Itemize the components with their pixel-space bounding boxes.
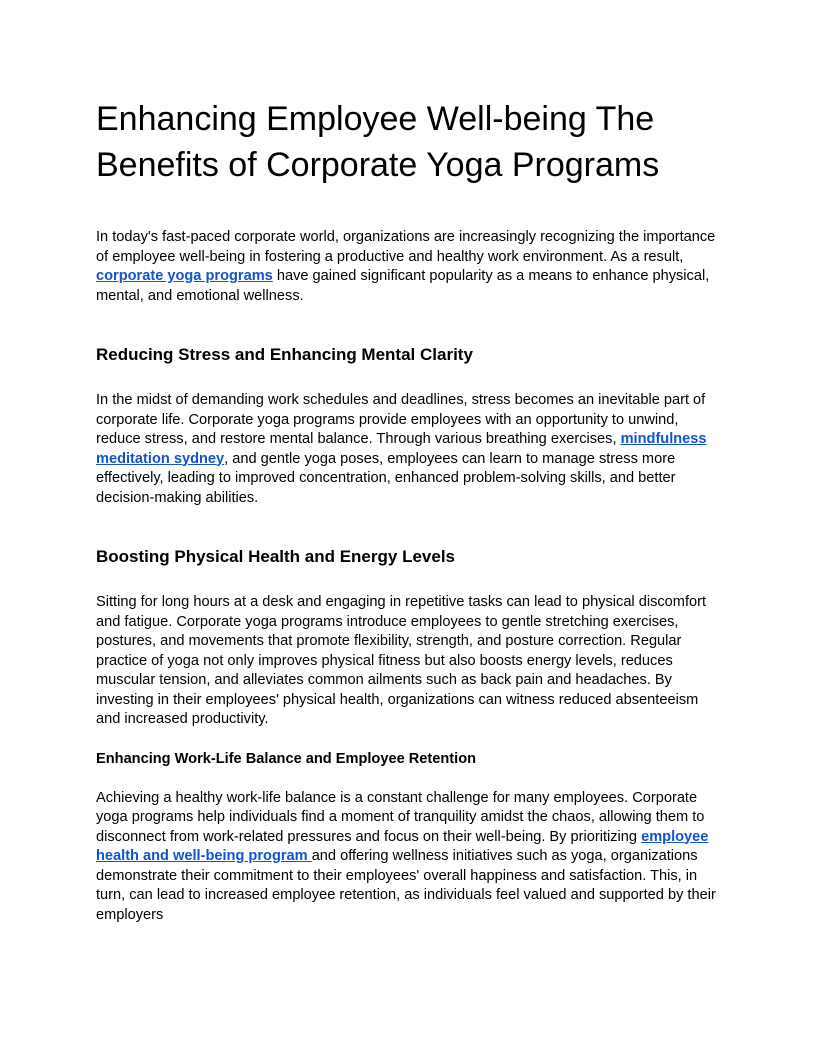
balance-paragraph [96,789,724,926]
intro-text-end: have gained significant popularity as a means to enhance physical, mental, and emotional wellness. [96,268,710,304]
page-title: Enhancing Employee Well-being The Benefits of Corporate Yoga Programs [96,100,660,184]
corporate-yoga-programs-link[interactable]: corporate yoga programs [96,268,273,284]
section-heading-stress: Reducing Stress and Enhancing Mental Clarity [96,345,473,364]
stress-paragraph [96,391,724,508]
section-heading-balance: Enhancing Work-Life Balance and Employee Retention [96,750,477,767]
mindfulness-meditation-link[interactable]: mindfulness meditation sydney [96,431,707,467]
physical-paragraph: Sitting for long hours at a desk and engaging in repetitive tasks can lead to physical discomfort and fatigue. Corporate yoga programs introduce employees to gentle stretching exercises, postures, and movements that promote flexibility, strength, and posture correction. Regular practice of yoga not only improves physical fitness but also boosts energy levels, reduces muscular tension, and alleviates common ailments such as back pain and headaches. By investing in their employees' physical health, organizations can witness reduced absenteeism and increased productivity. [96,594,707,727]
intro-text-start: In today's fast-paced corporate world, organizations are increasingly recognizing the importance of employee well-being in fostering a productive and healthy work environment. As a result, [96,229,716,265]
employee-wellbeing-program-link[interactable]: employee health and well-being program [96,828,709,864]
balance-text-end: and offering wellness initiatives such as yoga, organizations demonstrate their commitment to their employees' overall happiness and satisfaction. This, in turn, can lead to increased employee retention, as individuals feel valued and supported by their employers [96,848,716,923]
stress-text-start: In the midst of demanding work schedules and deadlines, stress becomes an inevitable part of corporate life. Corporate yoga programs provide employees with an opportunity to unwind, reduce stress, and restore mental balance. Through various breathing exercises, [96,392,706,447]
document-page [96,96,724,925]
intro-paragraph [96,228,724,306]
section-heading-physical: Boosting Physical Health and Energy Levels [96,547,455,566]
stress-text-end: , and gentle yoga poses, employees can learn to manage stress more effectively, leading to improved concentration, enhanced problem-solving skills, and better decision-making abilities. [96,450,676,506]
balance-text-start: Achieving a healthy work-life balance is a constant challenge for many employees. Corporate yoga programs help individuals find a moment of tranquility amidst the chaos, allowing them to disconnect from work-related pressures and focus on their well-being. By prioritizing [96,789,705,845]
